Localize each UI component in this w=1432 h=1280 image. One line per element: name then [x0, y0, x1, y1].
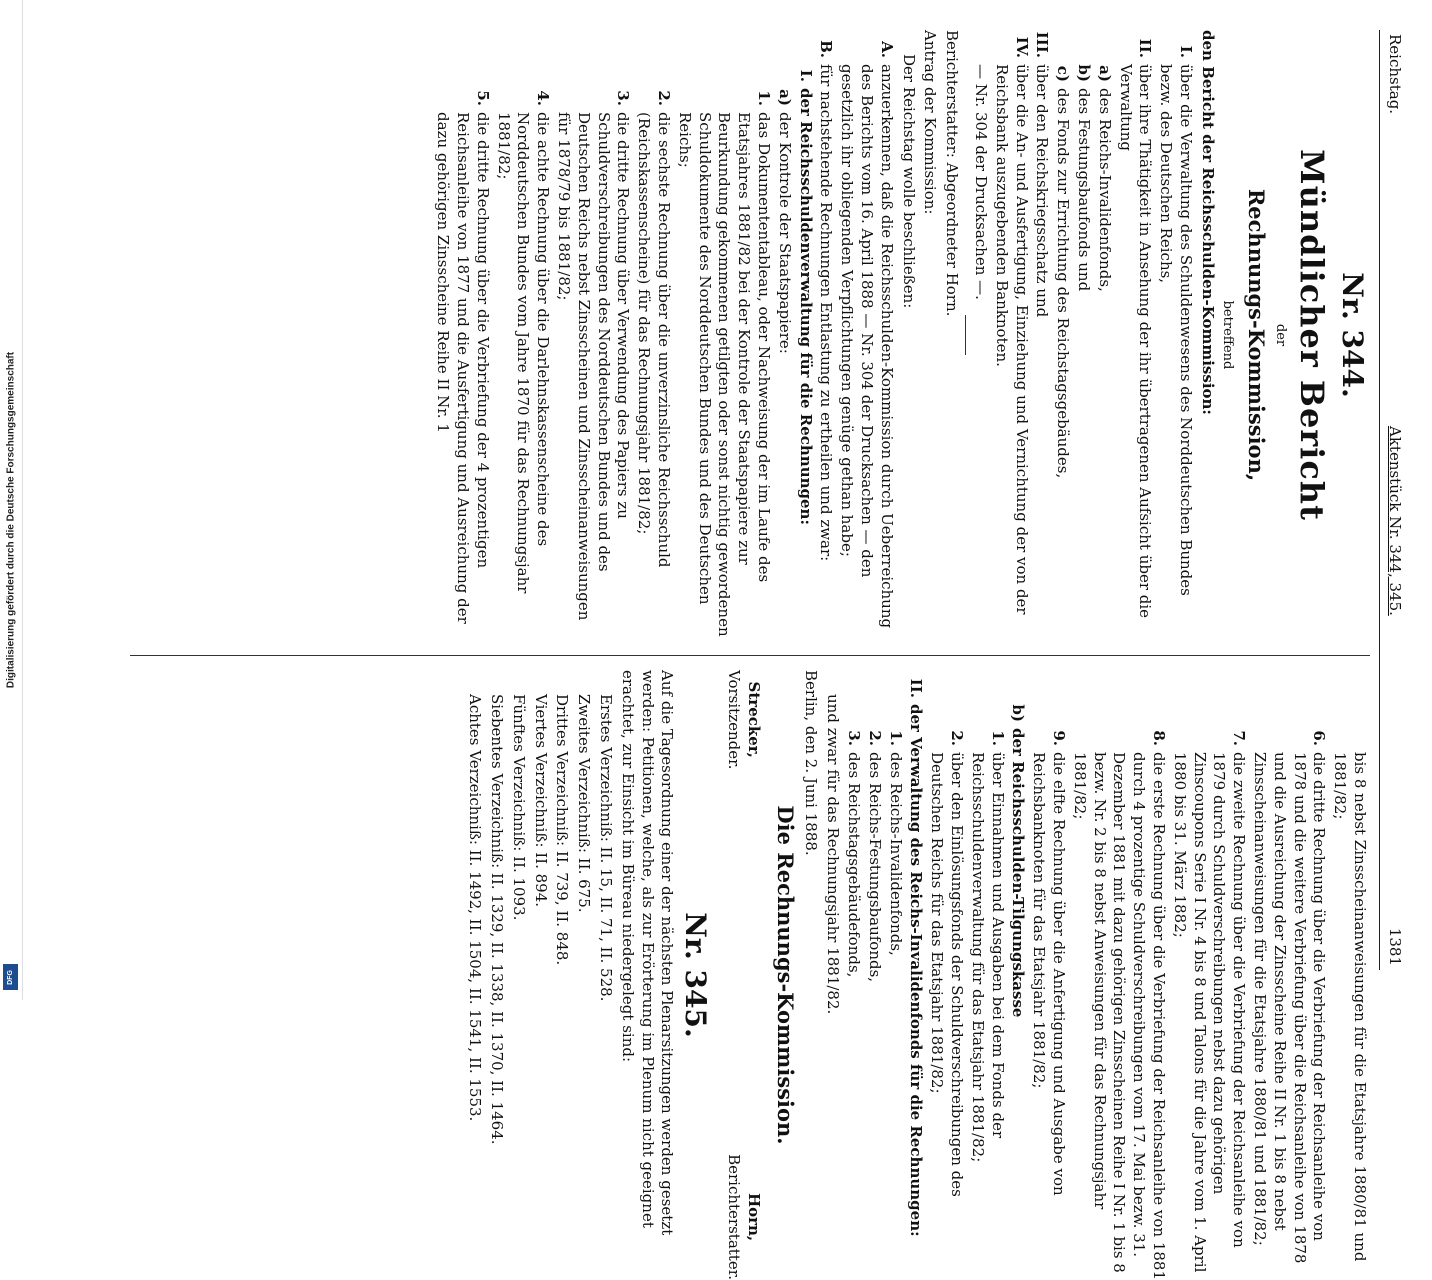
petition-list-line: Erstes Verzeichniß: II. 15, II. 71, II. 528. — [597, 694, 616, 1002]
petition-lists — [464, 670, 615, 1280]
account-item: 2. des Reichs-Festungsbaufonds, — [865, 730, 884, 983]
margin-strip — [0, 0, 23, 1000]
sub-2: II. der Verwaltung des Reichs-Invalidenfonds für die Rechnungen: — [907, 678, 926, 1237]
header-center: Aktenstück Nr. 344, 345. — [1386, 426, 1404, 616]
account-item: 6. die dritte Rechnung über die Verbriefung der Reichsanleihe von 1878 und die weitere Verbriefung über die Reichsanleihe von 1878 und die Ausreichung der Zinsscheine Reihe II Nr. 1 bis 8 nebst Zinsscheinanweisungen für die Etatsjahre 1880/81 und 1881/82; — [1251, 730, 1329, 1264]
items-b-list — [926, 670, 1006, 1280]
account-item: 1. das Dokumententableau, oder Nachweisung der im Laufe des Etatsjahres 1881/82 bei der Kontrole der Staatspapiere zur Beurkundung gekommenen getilgten oder sonst nichtig gewordenen Schuldokumente des Norddeutschen Bundes und des Deutschen Reichs; — [675, 90, 774, 637]
doc-betreffend: betreffend — [1219, 300, 1235, 370]
petition-list-line: Viertes Verzeichniß: II. 894. — [531, 694, 550, 908]
signatures — [723, 670, 763, 1280]
account-item: 3. des Reichstagsgebäudefonds, — [845, 730, 864, 978]
account-item: 2. die sechste Rechnung über die unverzinsliche Reichsschuld (Reichskassenscheine) für das Rechnungsjahr 1881/82; — [635, 90, 674, 568]
petition-list-line: Zweites Verzeichniß: II. 675. — [575, 694, 594, 913]
running-header — [1379, 30, 1410, 970]
section-item: c) des Fonds zur Errichtung des Reichstagsgebäudes, — [1054, 65, 1073, 479]
section-item: II. über ihre Thätigkeit in Ansehung der ihr übertragenen Aufsicht über die Verwaltung — [1116, 38, 1155, 619]
account-item: 8. die erste Rechnung über die Verbriefung der Reichsanleihe von 1881 durch 4 prozentige Schuldverschreibungen vom 17. Mai bezw. 31. Dezember 1881 mit dazu gehörigen Zinsscheinen Reihe I Nr. 1 bis 8 bezw. Nr. 2 bis 8 nebst Anweisungen für das Rechnungsjahr 1881/82; — [1070, 730, 1169, 1280]
para-b: B. für nachstehende Rechnungen Entlastung zu ertheilen und zwar: — [817, 40, 836, 562]
sub-1a: a) der Kontrole der Staatspapiere: — [775, 89, 794, 354]
antrag-line: Antrag der Kommission: — [921, 30, 940, 215]
account-item: 7. die zweite Rechnung über die Verbriefung der Reichsanleihe von 1879 durch Schuldverschreibungen nebst dazu gehörigen Zinscoupons Serie I Nr. 4 bis 8 und Talons für die Jahre vom 1. April 1880 bis 31. März 1882; — [1170, 730, 1249, 1273]
doc345-intro: Auf die Tagesordnung einer der nächsten Plenarsitzungen werden gesetzt werden: Petitionen, welche, als zur Erörterung im Plenum nicht geeignet erachtet, zur Einsicht im Büreau niedergelegt sind: — [618, 670, 677, 1236]
page-number: 1381 — [1386, 927, 1404, 966]
doc-number-344: Nr. 344. — [1336, 272, 1369, 398]
account-item: 5. die dritte Rechnung über die Verbriefung der 4 prozentigen Reichsanleihe von 1877 und die Ausfertigung und Ausreichung der dazu gehörigen Zinsscheine Reihe II Nr. 1 — [434, 90, 492, 624]
document-page — [110, 30, 1410, 1280]
section-item: IV. über die An- und Ausfertigung, Einziehung und Vernichtung der von der Reichsbank auszugebenden Banknoten. — [992, 36, 1031, 615]
section-item: b) des Festungsbaufonds und — [1075, 64, 1093, 292]
account-item: 1. über Einnahmen und Ausgaben bei dem Fonds der Reichsschuldenverwaltung für das Etatsjahr 1881/82; — [968, 730, 1007, 1163]
doc-number-345: Nr. 345. — [679, 912, 713, 1038]
items-list — [433, 30, 774, 640]
column-divider — [130, 655, 1370, 656]
signature-right: Horn, Berichterstatter. — [725, 1154, 763, 1280]
sub-1: I. der Reichsschuldenverwaltung für die Rechnungen: — [796, 69, 815, 525]
doc-subtitle: Rechnungs-Kommission, — [1243, 188, 1269, 482]
account-item: 2. über den Einlösungsfonds der Schuldverschreibungen des Deutschen Reichs für das Etatsjahr 1881/82; — [928, 730, 967, 1197]
continued-items — [1028, 670, 1369, 1280]
doc-subject: den Bericht der Reichsschulden-Kommission: — [1198, 30, 1217, 415]
doc-der: der — [1272, 323, 1288, 347]
account-item: 1. des Reichs-Invalidenfonds, — [886, 730, 905, 956]
account-item: 3. die dritte Rechnung über Verwendung des Papiers zu Schuldverschreibungen des Norddeutschen Bundes und des Deutschen Reichs nebst Zinsscheinen und Zinsscheinanweisungen für 1878/79 bis 1881/82; — [555, 90, 633, 621]
reporter-line: Berichterstatter: Abgeordneter Horn. — [943, 30, 962, 317]
dfg-logo: DFG — [3, 964, 18, 990]
doc-title: Mündlicher Bericht — [1293, 149, 1332, 521]
right-column — [130, 670, 1370, 1280]
signature-left: Strecker, Vorsitzender. — [725, 670, 763, 770]
account-item: bis 8 nebst Zinsscheinanweisungen für die Etatsjahre 1880/81 und 1881/82; — [1331, 752, 1369, 1262]
items-c-list — [843, 670, 904, 1280]
petition-list-line: Drittes Verzeichniß: II. 739, II. 848. — [553, 694, 572, 966]
dateline: Berlin, den 2. Juni 1888. — [802, 670, 821, 856]
para-a: A. anzuerkennen, daß die Reichsschulden-Kommission durch Ueberreichung des Berichts vom 16. April 1888 — Nr. 304 der Drucksachen — den gesetzlich ihr obliegenden Verpflichtungen genüge gethan habe; — [838, 41, 896, 629]
petition-list-line: Siebentes Verzeichniß: II. 1329, II. 1338, II. 1370, II. 1464. — [488, 694, 507, 1145]
commission-title: Die Rechnungs-Kommission. — [772, 805, 798, 1145]
header-left: Reichstag. — [1386, 34, 1404, 115]
section-item: I. über die Verwaltung des Schuldenwesens des Norddeutschen Bundes bezw. des Deutschen Reichs, — [1157, 45, 1195, 596]
account-item: 4. die achte Rechnung über die Darlehnskassenscheine des Norddeutschen Bundes vom Jahre 1870 für das Rechnungsjahr 1881/82; — [494, 90, 553, 594]
funding-note: Digitalisierung gefördert durch die Deutsche Forschungsgemeinschaft — [5, 351, 17, 689]
account-item: 9. die elfte Rechnung über die Anfertigung und Ausgabe von Reichsbanknoten für das Etatsjahr 1881/82; — [1030, 730, 1069, 1196]
section-item: — Nr. 304 der Drucksachen —. — [972, 64, 991, 300]
left-column — [130, 30, 1370, 640]
petition-list-line: Achtes Verzeichniß: II. 1492, II. 1504, II. 1541, II. 1553. — [466, 694, 485, 1122]
section-item: III. über den Reichskriegsschatz und — [1033, 31, 1052, 318]
sub-1b: b) der Reichsschulden-Tilgungskasse — [1009, 704, 1028, 1018]
divider-rule — [965, 315, 966, 355]
petition-list-line: Fünftes Verzeichniß: II. 1093. — [509, 694, 528, 921]
section-item: a) des Reichs-Invalidenfonds, — [1095, 65, 1114, 292]
closing-line: und zwar für das Rechnungsjahr 1881/82. — [824, 694, 843, 1015]
beschliessen-line: Der Reichstag wolle beschließen: — [899, 54, 918, 309]
sections-list — [970, 30, 1195, 640]
